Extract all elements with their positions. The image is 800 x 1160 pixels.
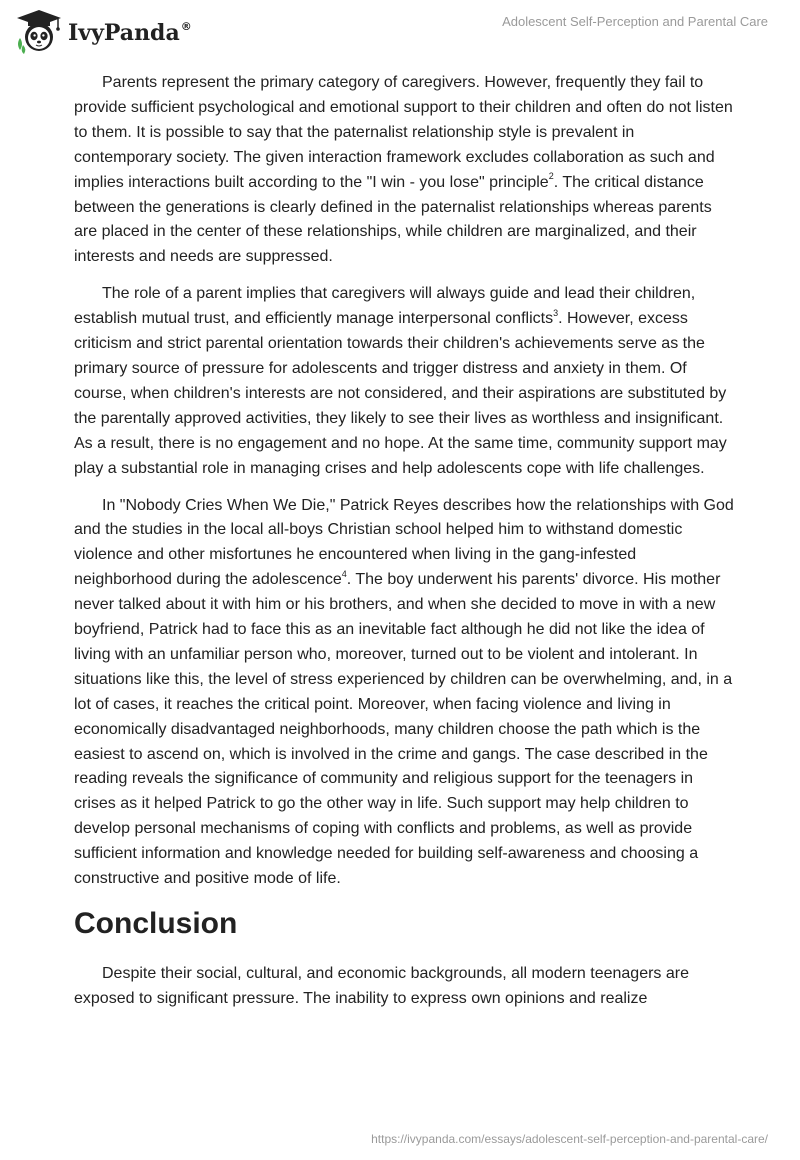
registered-mark: ® [180, 20, 192, 33]
essay-body [74, 71, 734, 1024]
brand-name: IvyPanda® [68, 20, 192, 46]
panda-graduate-icon [14, 8, 64, 54]
footnote-ref-2[interactable]: 2 [548, 171, 554, 182]
running-title: Adolescent Self-Perception and Parental Care [502, 14, 768, 29]
footnote-ref-3[interactable]: 3 [553, 307, 559, 318]
paragraph-1: Parents represent the primary category of caregivers. However, frequently they fail to provide sufficient psychological and emotional support to their children and often do not listen to them. It is possible to say that the paternalist relationship style is prevalent in contemporary society. The given interaction framework excludes collaboration as such and implies interactions built according to the "I win - you lose" principle$^2$. The critical distance between the generations is clearly defined in the paternalist relationships whereas parents are placed in the center of these relationships, while children are marginalized, and their interests and needs are suppressed. [74, 74, 733, 266]
footnote-ref-4[interactable]: 4 [341, 568, 347, 579]
paragraph-3: In "Nobody Cries When We Die," Patrick Reyes describes how the relationships with God and the studies in the local all-boys Christian school helped him to withstand domestic violence and other misfortunes he encountered when living in the gang-infested neighborhood during the adolescence$^4$. The boy underwent his parents' divorce. His mother never talked about it with him or his brothers, and when she decided to move in with a new boyfriend, Patrick had to face this as an inevitable fact although he did not like the idea of living with an unfamiliar person who, moreover, turned out to be violent and intolerant. In situations like this, the level of stress experienced by children can be overwhelming, and, in a lot of cases, it reaches the critical point. Moreover, when facing violence and living in economically disadvantaged neighborhoods, many children choose the path which is the easiest to ascend on, which is involved in the crime and gangs. The case described in the reading reveals the significance of community and religious support for the teenagers in crises as it helped Patrick to go the other way in life. Such support may help children to develop personal mechanisms of coping with conflicts and problems, as well as provide sufficient information and knowledge needed for building self-awareness and choosing a constructive and positive mode of life. [74, 496, 734, 888]
source-url[interactable]: https://ivypanda.com/essays/adolescent-self-perception-and-parental-care/ [371, 1132, 768, 1146]
ivypanda-logo[interactable] [14, 8, 192, 54]
paragraph-4: Despite their social, cultural, and economic backgrounds, all modern teenagers are exposed to significant pressure. The inability to express own opinions and realize [74, 965, 689, 1007]
conclusion-heading: Conclusion [74, 907, 238, 940]
paragraph-2: The role of a parent implies that caregivers will always guide and lead their children, establish mutual trust, and efficiently manage interpersonal conflicts$^3$. However, excess criticism and strict parental orientation towards their children's achievements serve as the primary source of pressure for adolescents and trigger distress and anxiety in them. Of course, when children's interests are not considered, and their aspirations are substituted by the parentally approved activities, they likely to see their lives as worthless and insignificant. As a result, there is no engagement and no hope. At the same time, community support may play a substantial role in managing crises and help adolescents cope with life challenges. [74, 285, 727, 477]
page-header [0, 0, 800, 60]
